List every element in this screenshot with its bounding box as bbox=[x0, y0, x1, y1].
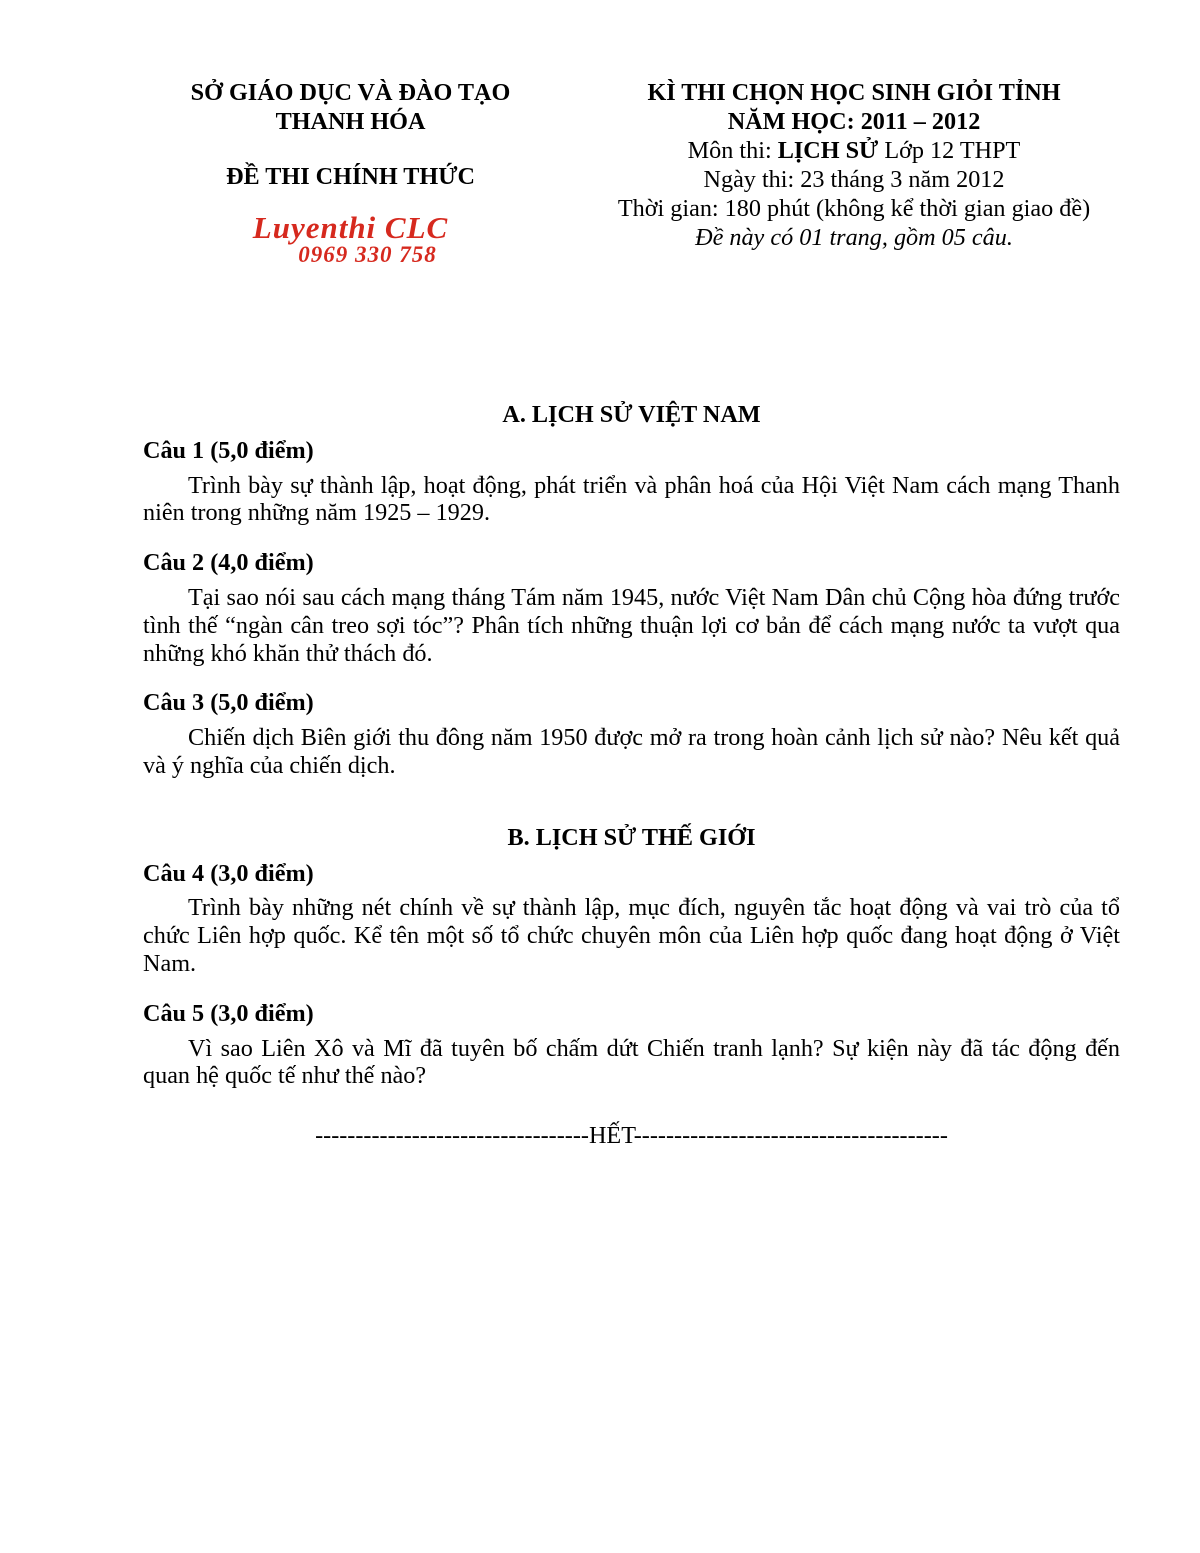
end-of-exam-line: ----------------------------------HẾT--------------------------------------- bbox=[315, 1122, 948, 1150]
question-3-label: Câu 3 (5,0 điểm) bbox=[143, 689, 314, 717]
subject-line bbox=[588, 136, 1120, 165]
question-5 bbox=[143, 1000, 1120, 1090]
official-exam-label: ĐỀ THI CHÍNH THỨC bbox=[226, 163, 475, 190]
question-4-label: Câu 4 (3,0 điểm) bbox=[143, 859, 314, 887]
luyenthi-clc-logo bbox=[143, 210, 558, 267]
exam-duration-line: Thời gian: 180 phút (không kể thời gian giao đề) bbox=[617, 195, 1091, 222]
section-a-title: A. LỊCH SỬ VIỆT NAM bbox=[502, 401, 761, 428]
authority-province: THANH HÓA bbox=[275, 108, 426, 135]
question-1-text: Trình bày sự thành lập, hoạt động, phát triển và phân hoá của Hội Việt Nam cách mạng Thanh niên trong những năm 1925 – 1929. bbox=[143, 471, 1120, 527]
question-4 bbox=[143, 860, 1120, 978]
school-year-line: NĂM HỌC: 2011 – 2012 bbox=[727, 108, 981, 135]
question-2-text: Tại sao nói sau cách mạng tháng Tám năm 1945, nước Việt Nam Dân chủ Cộng hòa đứng trước tình thế “ngàn cân treo sợi tóc”? Phân tích những thuận lợi cơ bản để cách mạng nước ta vượt qua những khó khăn thử thách đó. bbox=[143, 583, 1120, 667]
authority-name: SỞ GIÁO DỤC VÀ ĐÀO TẠO bbox=[190, 79, 511, 106]
section-world-history bbox=[143, 824, 1120, 1090]
exam-date-line: Ngày thi: 23 tháng 3 năm 2012 bbox=[703, 166, 1005, 193]
exam-title-line: KÌ THI CHỌN HỌC SINH GIỎI TỈNH bbox=[647, 79, 1061, 106]
subject-suffix: Lớp 12 THPT bbox=[878, 137, 1021, 164]
question-1 bbox=[143, 437, 1120, 527]
question-3-text: Chiến dịch Biên giới thu đông năm 1950 được mở ra trong hoàn cảnh lịch sử nào? Nêu kết quả và ý nghĩa của chiến dịch. bbox=[143, 724, 1120, 779]
issuing-authority-block bbox=[143, 78, 558, 267]
question-2 bbox=[143, 549, 1120, 667]
logo-brand-text: Luyenthi CLC bbox=[252, 210, 449, 245]
exam-body bbox=[143, 401, 1120, 1150]
exam-info-block bbox=[588, 78, 1120, 267]
subject-name: LỊCH SỬ bbox=[777, 137, 879, 164]
section-b-title: B. LỊCH SỬ THẾ GIỚI bbox=[507, 823, 756, 851]
document-header bbox=[143, 78, 1120, 267]
question-5-label: Câu 5 (3,0 điểm) bbox=[143, 999, 314, 1027]
logo-phone-number: 0969 330 758 bbox=[298, 242, 437, 267]
question-2-label: Câu 2 (4,0 điểm) bbox=[143, 549, 314, 577]
subject-prefix: Môn thi: bbox=[687, 137, 778, 164]
question-1-label: Câu 1 (5,0 điểm) bbox=[143, 436, 314, 464]
question-4-text: Trình bày những nét chính về sự thành lập, mục đích, nguyên tắc hoạt động và vai trò của tổ chức Liên hợp quốc. Kể tên một số tổ chức chuyên môn của Liên hợp quốc đang hoạt động ở Việt Nam. bbox=[143, 894, 1120, 977]
question-5-text: Vì sao Liên Xô và Mĩ đã tuyên bố chấm dứt Chiến tranh lạnh? Sự kiện này đã tác động đến quan hệ quốc tế như thế nào? bbox=[143, 1034, 1120, 1090]
page-count-note: Đề này có 01 trang, gồm 05 câu. bbox=[695, 224, 1013, 251]
section-vietnam-history bbox=[143, 401, 1120, 780]
question-3 bbox=[143, 689, 1120, 779]
